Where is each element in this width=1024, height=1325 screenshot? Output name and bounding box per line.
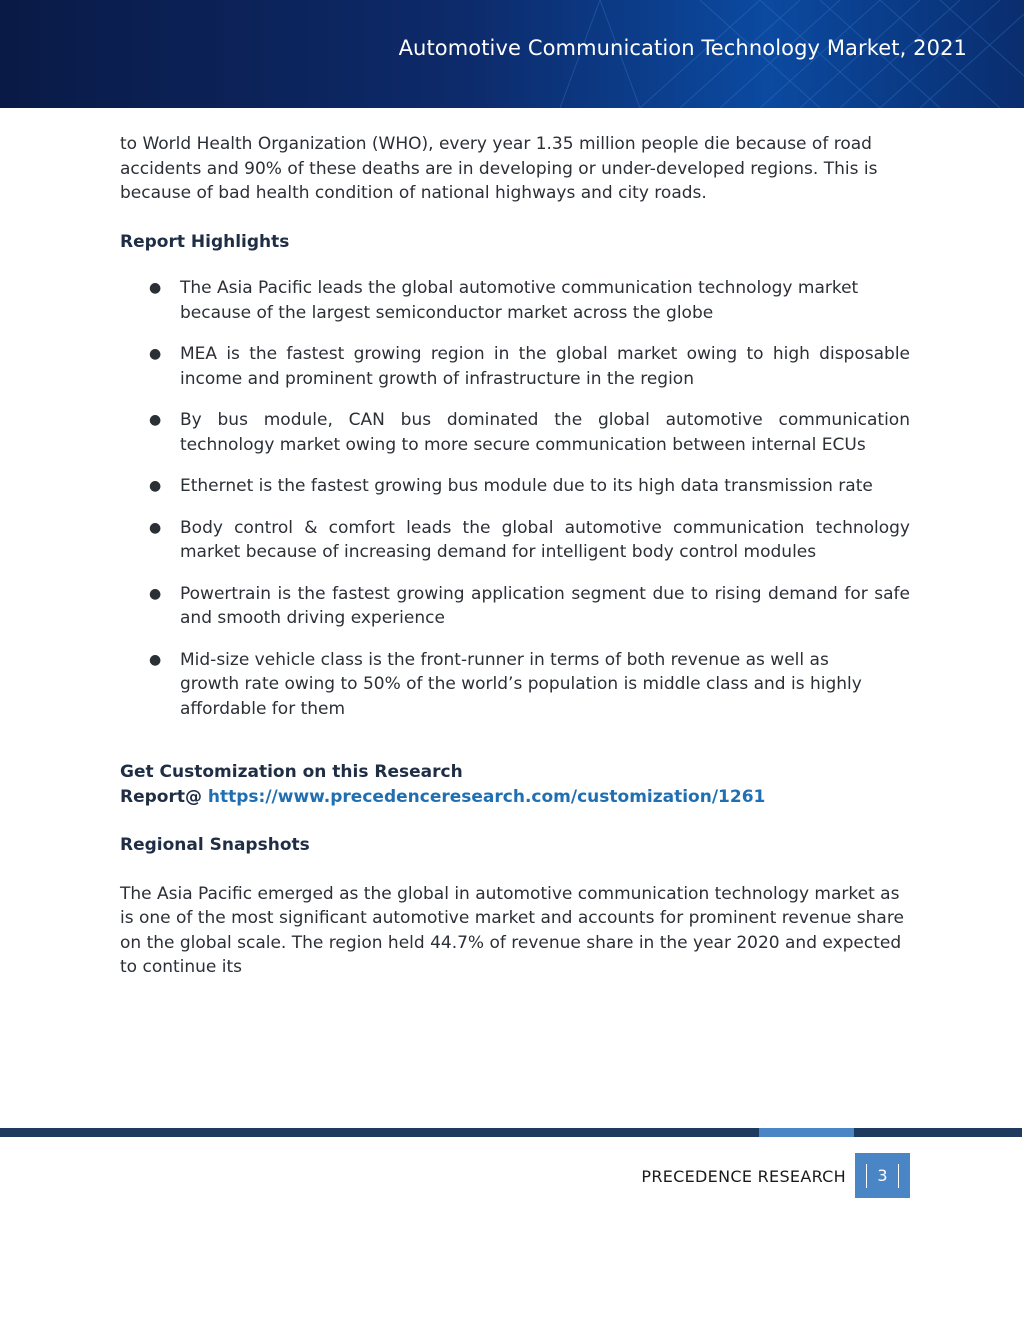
list-item-text: By bus module, CAN bus dominated the global automotive communication technology market owing to more secure communication between internal ECUs [180, 410, 910, 455]
list-item [120, 516, 910, 565]
list-item [120, 342, 910, 391]
bullet-icon: ● [149, 651, 162, 668]
regional-snapshots-heading: Regional Snapshots [120, 835, 310, 855]
page-number-badge [855, 1153, 910, 1198]
list-item [120, 582, 910, 631]
bullet-icon: ● [149, 346, 162, 362]
list-item-text: Ethernet is the fastest growing bus module due to its high data transmission rate [180, 476, 873, 496]
customization-callout [120, 760, 910, 809]
page-number: 3 [866, 1164, 898, 1188]
report-highlights-heading: Report Highlights [120, 231, 290, 252]
list-item-text: The Asia Pacific leads the global automotive communication technology market because of the largest semiconductor market across the globe [180, 278, 859, 323]
customization-label-line2: Report@ [120, 786, 208, 807]
header-banner [0, 0, 1024, 108]
list-item [120, 408, 910, 457]
bullet-icon: ● [149, 412, 162, 428]
customization-link[interactable]: https://www.precedenceresearch.com/customization/1261 [207, 786, 766, 807]
footer-divider-accent [759, 1128, 854, 1137]
regional-snapshots-paragraph: The Asia Pacific emerged as the global in automotive communication technology market as is one of the most significant automotive market and accounts for prominent revenue share on the global scale. The region held 44.7% of revenue share in the year 2020 and expected to continue its [120, 883, 904, 977]
report-highlights-list [120, 276, 910, 721]
list-item-text: MEA is the fastest growing region in the global market owing to high disposable income and prominent growth of infrastructure in the region [180, 344, 910, 389]
footer-divider [0, 1128, 1022, 1137]
list-item-text: Mid-size vehicle class is the front-runner in terms of both revenue as well as growth rate owing to 50% of the world’s population is middle class and is highly affordable for them [180, 649, 862, 719]
customization-label-line1: Get Customization on this Research [120, 762, 463, 782]
header-title: Automotive Communication Technology Market, 2021 [398, 36, 967, 60]
bullet-icon: ● [149, 585, 162, 602]
bullet-icon: ● [149, 478, 162, 494]
document-body [120, 132, 910, 980]
list-item [120, 648, 910, 722]
intro-paragraph: to World Health Organization (WHO), every year 1.35 million people die because of road accidents and 90% of these deaths are in developing or under-developed regions. This is because of bad health condition of national highways and city roads. [120, 134, 878, 203]
footer-brand: PRECEDENCE RESEARCH [641, 1167, 846, 1186]
list-item-text: Body control & comfort leads the global automotive communication technology market because of increasing demand for intelligent body control modules [180, 517, 910, 562]
list-item [120, 276, 910, 325]
list-item-text: Powertrain is the fastest growing application segment due to rising demand for safe and smooth driving experience [180, 583, 910, 628]
list-item [120, 474, 910, 499]
bullet-icon: ● [149, 280, 162, 296]
bullet-icon: ● [149, 519, 162, 536]
